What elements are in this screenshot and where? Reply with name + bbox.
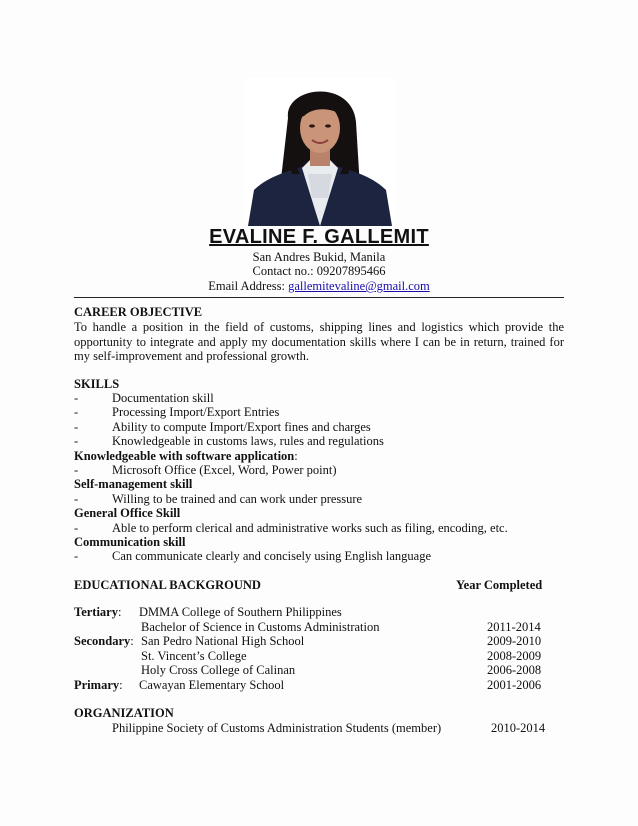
- organization-heading: ORGANIZATION: [74, 706, 174, 720]
- bullet: -: [74, 521, 79, 535]
- label-colon: :: [130, 634, 134, 648]
- tertiary-year: 2011-2014: [487, 620, 541, 634]
- bullet: -: [74, 434, 79, 448]
- software-heading-colon: :: [294, 449, 298, 463]
- tertiary-school: DMMA College of Southern Philippines: [139, 605, 342, 619]
- label-colon: :: [117, 605, 122, 619]
- label-colon: :: [119, 678, 123, 692]
- software-heading: [74, 449, 298, 463]
- skill-item: Processing Import/Export Entries: [112, 405, 280, 419]
- tertiary-label-text: Tertiary: [74, 605, 118, 619]
- profile-photo-icon: [244, 78, 396, 226]
- communication-item: Can communicate clearly and concisely using English language: [112, 549, 432, 563]
- general-office-item: Able to perform clerical and administrative works such as filing, encoding, etc.: [112, 521, 508, 535]
- applicant-name: EVALINE F. GALLEMIT: [209, 226, 429, 248]
- tertiary-label: [74, 605, 121, 619]
- software-heading-text: Knowledgeable with software application: [74, 449, 295, 463]
- self-management-heading: Self-management skill: [74, 477, 193, 491]
- contact-number: Contact no.: 09207895466: [252, 264, 386, 278]
- primary-school: Cawayan Elementary School: [139, 678, 285, 692]
- profile-photo: [244, 78, 396, 226]
- address: San Andres Bukid, Manila: [252, 250, 386, 264]
- bullet: -: [74, 463, 79, 477]
- secondary-school: San Pedro National High School: [141, 634, 305, 648]
- bullet: -: [74, 420, 79, 434]
- skill-item: Knowledgeable in customs laws, rules and regulations: [112, 434, 384, 448]
- education-heading: EDUCATIONAL BACKGROUND: [74, 578, 261, 592]
- software-item: Microsoft Office (Excel, Word, Power point): [112, 463, 337, 477]
- bullet: -: [74, 391, 79, 405]
- secondary-year: 2006-2008: [487, 663, 542, 677]
- secondary-school: Holy Cross College of Calinan: [141, 663, 296, 677]
- primary-label: [74, 678, 123, 692]
- primary-year: 2001-2006: [487, 678, 542, 692]
- year-completed-heading: Year Completed: [456, 578, 543, 592]
- primary-label-text: Primary: [74, 678, 120, 692]
- bullet: -: [74, 405, 79, 419]
- bullet: -: [74, 549, 79, 563]
- general-office-heading: General Office Skill: [74, 506, 181, 520]
- communication-heading: Communication skill: [74, 535, 186, 549]
- secondary-year: 2008-2009: [487, 649, 542, 663]
- career-objective-heading: CAREER OBJECTIVE: [74, 305, 203, 319]
- header-divider: [74, 297, 564, 298]
- secondary-label-text: Secondary: [74, 634, 131, 648]
- secondary-school: St. Vincent’s College: [141, 649, 247, 663]
- skills-heading: SKILLS: [74, 377, 120, 391]
- secondary-label: [74, 634, 134, 648]
- email-label: Email Address:: [208, 279, 285, 293]
- email-line: [0, 279, 638, 294]
- tertiary-degree: Bachelor of Science in Customs Administration: [141, 620, 380, 634]
- organization-year: 2010-2014: [491, 721, 546, 735]
- skill-item: Documentation skill: [112, 391, 214, 405]
- organization-name: Philippine Society of Customs Administration Students (member): [112, 721, 442, 735]
- career-objective-text: To handle a position in the field of customs, shipping lines and logistics which provide the opportunity to integrate and apply my documentation skills where I can be in return, trained for my self-improvement and professional growth.: [74, 320, 564, 363]
- skill-item: Ability to compute Import/Export fines and charges: [112, 420, 371, 434]
- email-link[interactable]: gallemitevaline@gmail.com: [288, 279, 430, 293]
- bullet: -: [74, 492, 79, 506]
- secondary-year: 2009-2010: [487, 634, 542, 648]
- self-management-item: Willing to be trained and can work under pressure: [112, 492, 363, 506]
